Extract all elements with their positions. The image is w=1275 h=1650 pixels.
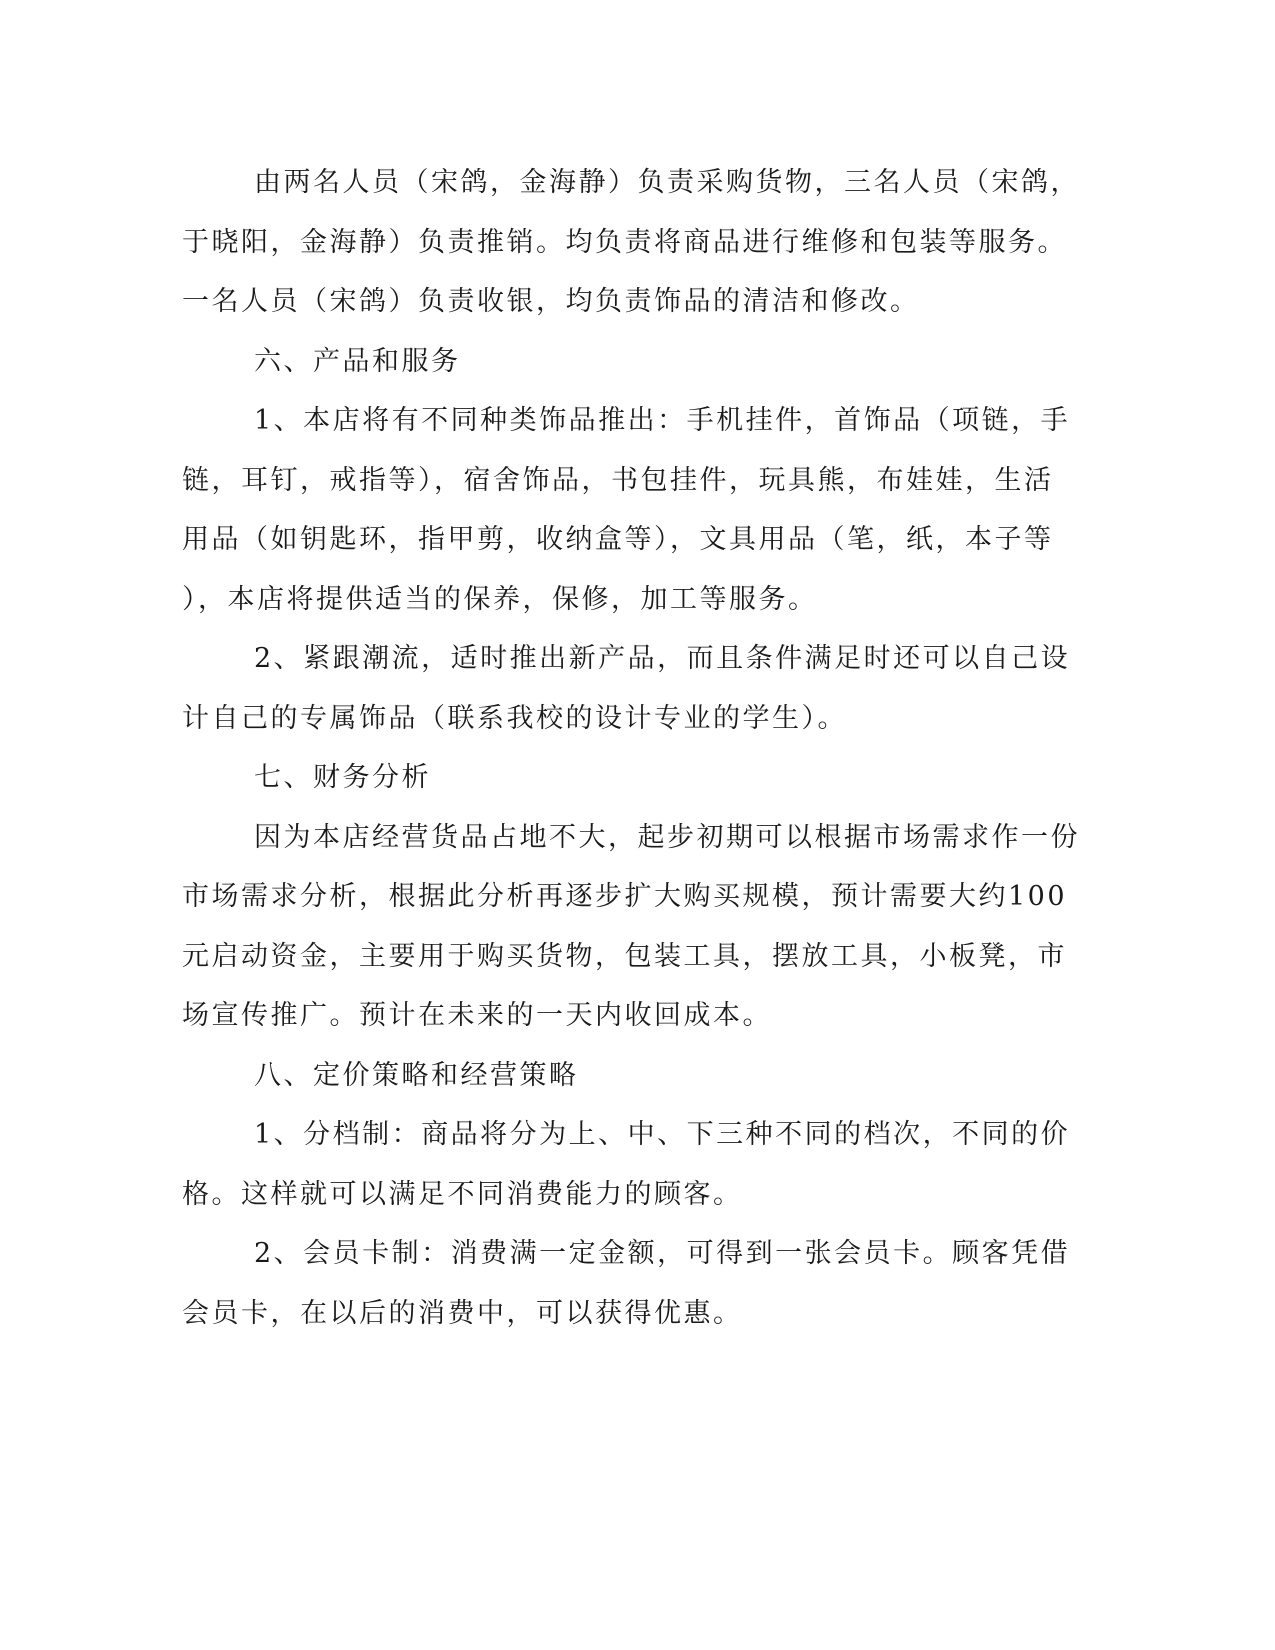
paragraph-line: 于晓阳，金海静）负责推销。均负责将商品进行维修和包装等服务。 (182, 226, 1067, 258)
paragraph-line: 由两名人员（宋鸽，金海静）负责采购货物，三名人员（宋鸽， (254, 167, 1080, 198)
paragraph-line: 2、紧跟潮流，适时推出新产品，而且条件满足时还可以自己设 (254, 643, 1071, 674)
paragraph-line: 格。这样就可以满足不同消费能力的顾客。 (182, 1178, 743, 1210)
document-body (182, 153, 1080, 1343)
paragraph-line: 1、本店将有不同种类饰品推出：手机挂件，首饰品（项链，手 (254, 405, 1071, 436)
paragraph-line: 一名人员（宋鸽）负责收银，均负责饰品的清洁和修改。 (182, 286, 920, 317)
paragraph-line: 因为本店经营货品占地不大，起步初期可以根据市场需求作一份 (254, 821, 1080, 853)
paragraph-line: 计自己的专属饰品（联系我校的设计专业的学生）。 (182, 702, 847, 734)
paragraph-line: 场宣传推广。预计在未来的一天内收回成本。 (182, 1000, 772, 1031)
paragraph-line: 1、分档制：商品将分为上、中、下三种不同的档次，不同的价 (254, 1119, 1071, 1150)
section-heading-pricing: 八、定价策略和经营策略 (254, 1059, 579, 1091)
paragraph-line: 2、会员卡制：消费满一定金额，可得到一张会员卡。顾客凭借 (254, 1238, 1071, 1269)
paragraph-line: 会员卡，在以后的消费中，可以获得优惠。 (182, 1297, 743, 1329)
paragraph-line: 市场需求分析，根据此分析再逐步扩大购买规模，预计需要大约100 (182, 881, 1068, 912)
paragraph-line: 用品（如钥匙环，指甲剪，收纳盒等），文具用品（笔，纸，本子等 (182, 524, 1054, 555)
section-heading-products: 六、产品和服务 (254, 345, 461, 377)
paragraph-line: 链，耳钉，戒指等），宿舍饰品，书包挂件，玩具熊，布娃娃，生活 (182, 464, 1054, 496)
paragraph-line: ），本店将提供适当的保养，保修，加工等服务。 (182, 583, 818, 615)
section-heading-finance: 七、财务分析 (254, 762, 431, 793)
paragraph-line: 元启动资金，主要用于购买货物，包装工具，摆放工具，小板凳，市 (182, 940, 1067, 972)
